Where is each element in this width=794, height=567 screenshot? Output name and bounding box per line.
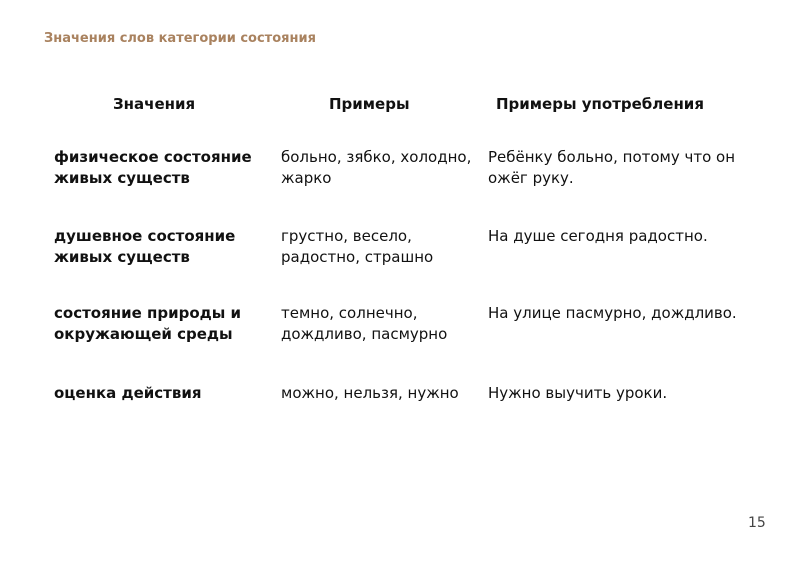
row-examples: темно, солнечно, дождливо, пасмурно — [281, 304, 448, 343]
header-usage: Примеры употребления — [496, 95, 704, 113]
row-usage: На душе сегодня радостно. — [488, 227, 708, 245]
row-usage: Нужно выучить уроки. — [488, 384, 668, 402]
row-meaning: физическое состояние живых существ — [54, 148, 252, 187]
row-examples: грустно, весело, радостно, страшно — [281, 227, 434, 266]
page-number: 15 — [748, 515, 766, 531]
row-usage: На улице пасмурно, дождливо. — [488, 304, 737, 322]
row-examples: можно, нельзя, нужно — [281, 384, 459, 402]
row-usage: Ребёнку больно, потому что он ожёг руку. — [488, 148, 736, 187]
header-meanings: Значения — [113, 95, 196, 113]
row-meaning: оценка действия — [54, 384, 202, 402]
row-meaning: состояние природы и окружающей среды — [54, 304, 242, 343]
slide-title: Значения слов категории состояния — [44, 31, 316, 46]
header-examples: Примеры — [329, 95, 410, 113]
row-meaning: душевное состояние живых существ — [54, 227, 236, 266]
row-examples: больно, зябко, холодно, жарко — [281, 148, 472, 187]
